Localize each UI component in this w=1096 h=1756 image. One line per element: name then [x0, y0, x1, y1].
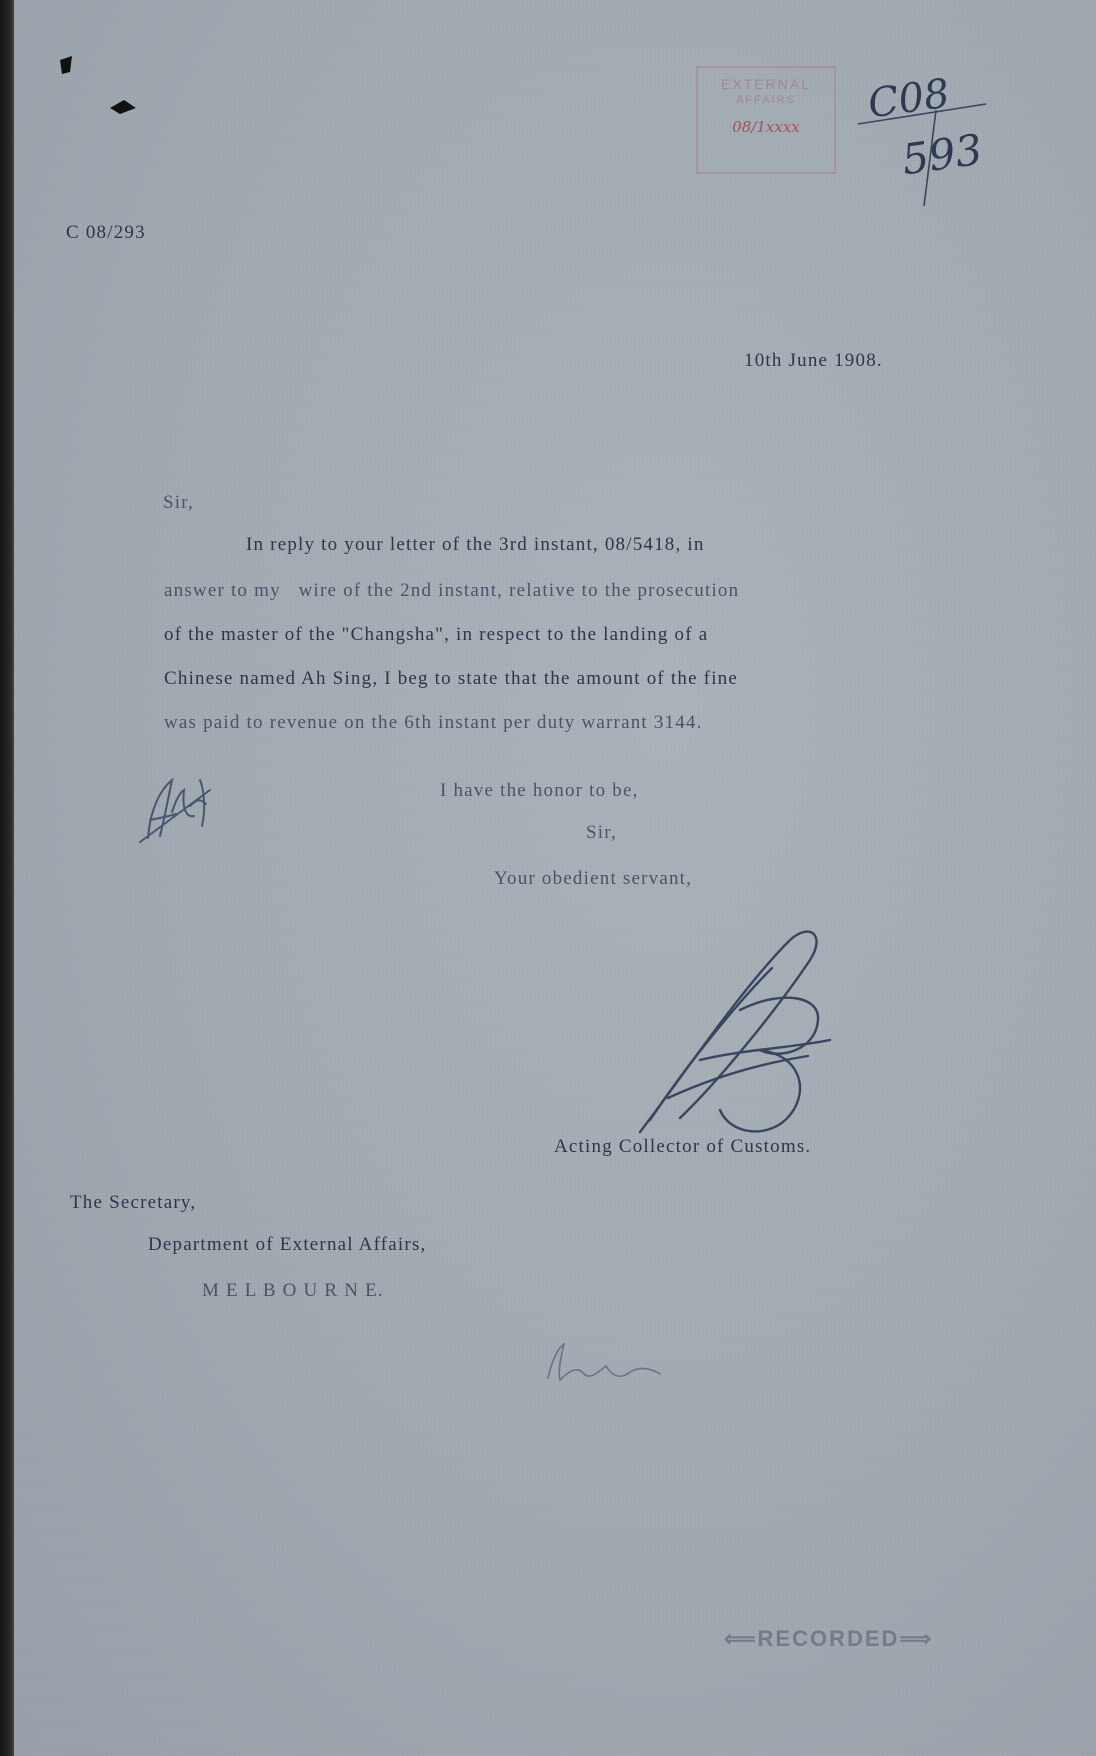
body-line: of the master of the "Changsha", in respect to the landing of a	[164, 624, 709, 645]
body-line: was paid to revenue on the 6th instant per duty warrant 3144.	[164, 712, 703, 733]
stamp-line-1: EXTERNAL	[721, 76, 811, 92]
letter-date: 10th June 1908.	[744, 350, 883, 371]
closing-line-3: Your obedient servant,	[494, 868, 693, 889]
handwritten-ref-top: C08	[865, 70, 953, 128]
body-line: answer to my wire of the 2nd instant, relative to the prosecution	[164, 580, 740, 601]
addressee-line-1: The Secretary,	[70, 1192, 197, 1213]
closing-line-1: I have the honor to be,	[440, 780, 639, 801]
closing-line-2: Sir,	[586, 822, 617, 843]
signature-icon	[640, 932, 830, 1132]
margin-initials-icon	[140, 780, 210, 842]
ref-underline-icon	[858, 104, 986, 124]
file-reference: C 08/293	[66, 222, 146, 243]
signature-title: Acting Collector of Customs.	[554, 1136, 812, 1157]
body-line: In reply to your letter of the 3rd instant, 08/5418, in	[246, 534, 705, 555]
salutation: Sir,	[163, 492, 194, 513]
recorded-stamp-text: RECORDED	[757, 1626, 900, 1651]
handwritten-note-icon	[548, 1344, 660, 1380]
addressee-line-2: Department of External Affairs,	[148, 1234, 427, 1255]
punch-mark-icon	[60, 56, 72, 74]
addressee-city: M E L B O U R N E.	[202, 1280, 384, 1301]
punch-mark-icon	[110, 100, 136, 114]
ref-stroke-icon	[924, 110, 936, 206]
recorded-arrow-left-icon: ⟸	[724, 1626, 758, 1651]
handwritten-ref-bottom: 593	[898, 124, 986, 185]
stamp-line-2: AFFAIRS	[736, 94, 796, 106]
stamp-number: 08/1xxxx	[732, 118, 800, 136]
recorded-arrow-right-icon: ⟹	[899, 1626, 933, 1651]
body-line: Chinese named Ah Sing, I beg to state that the amount of the fine	[164, 668, 739, 689]
